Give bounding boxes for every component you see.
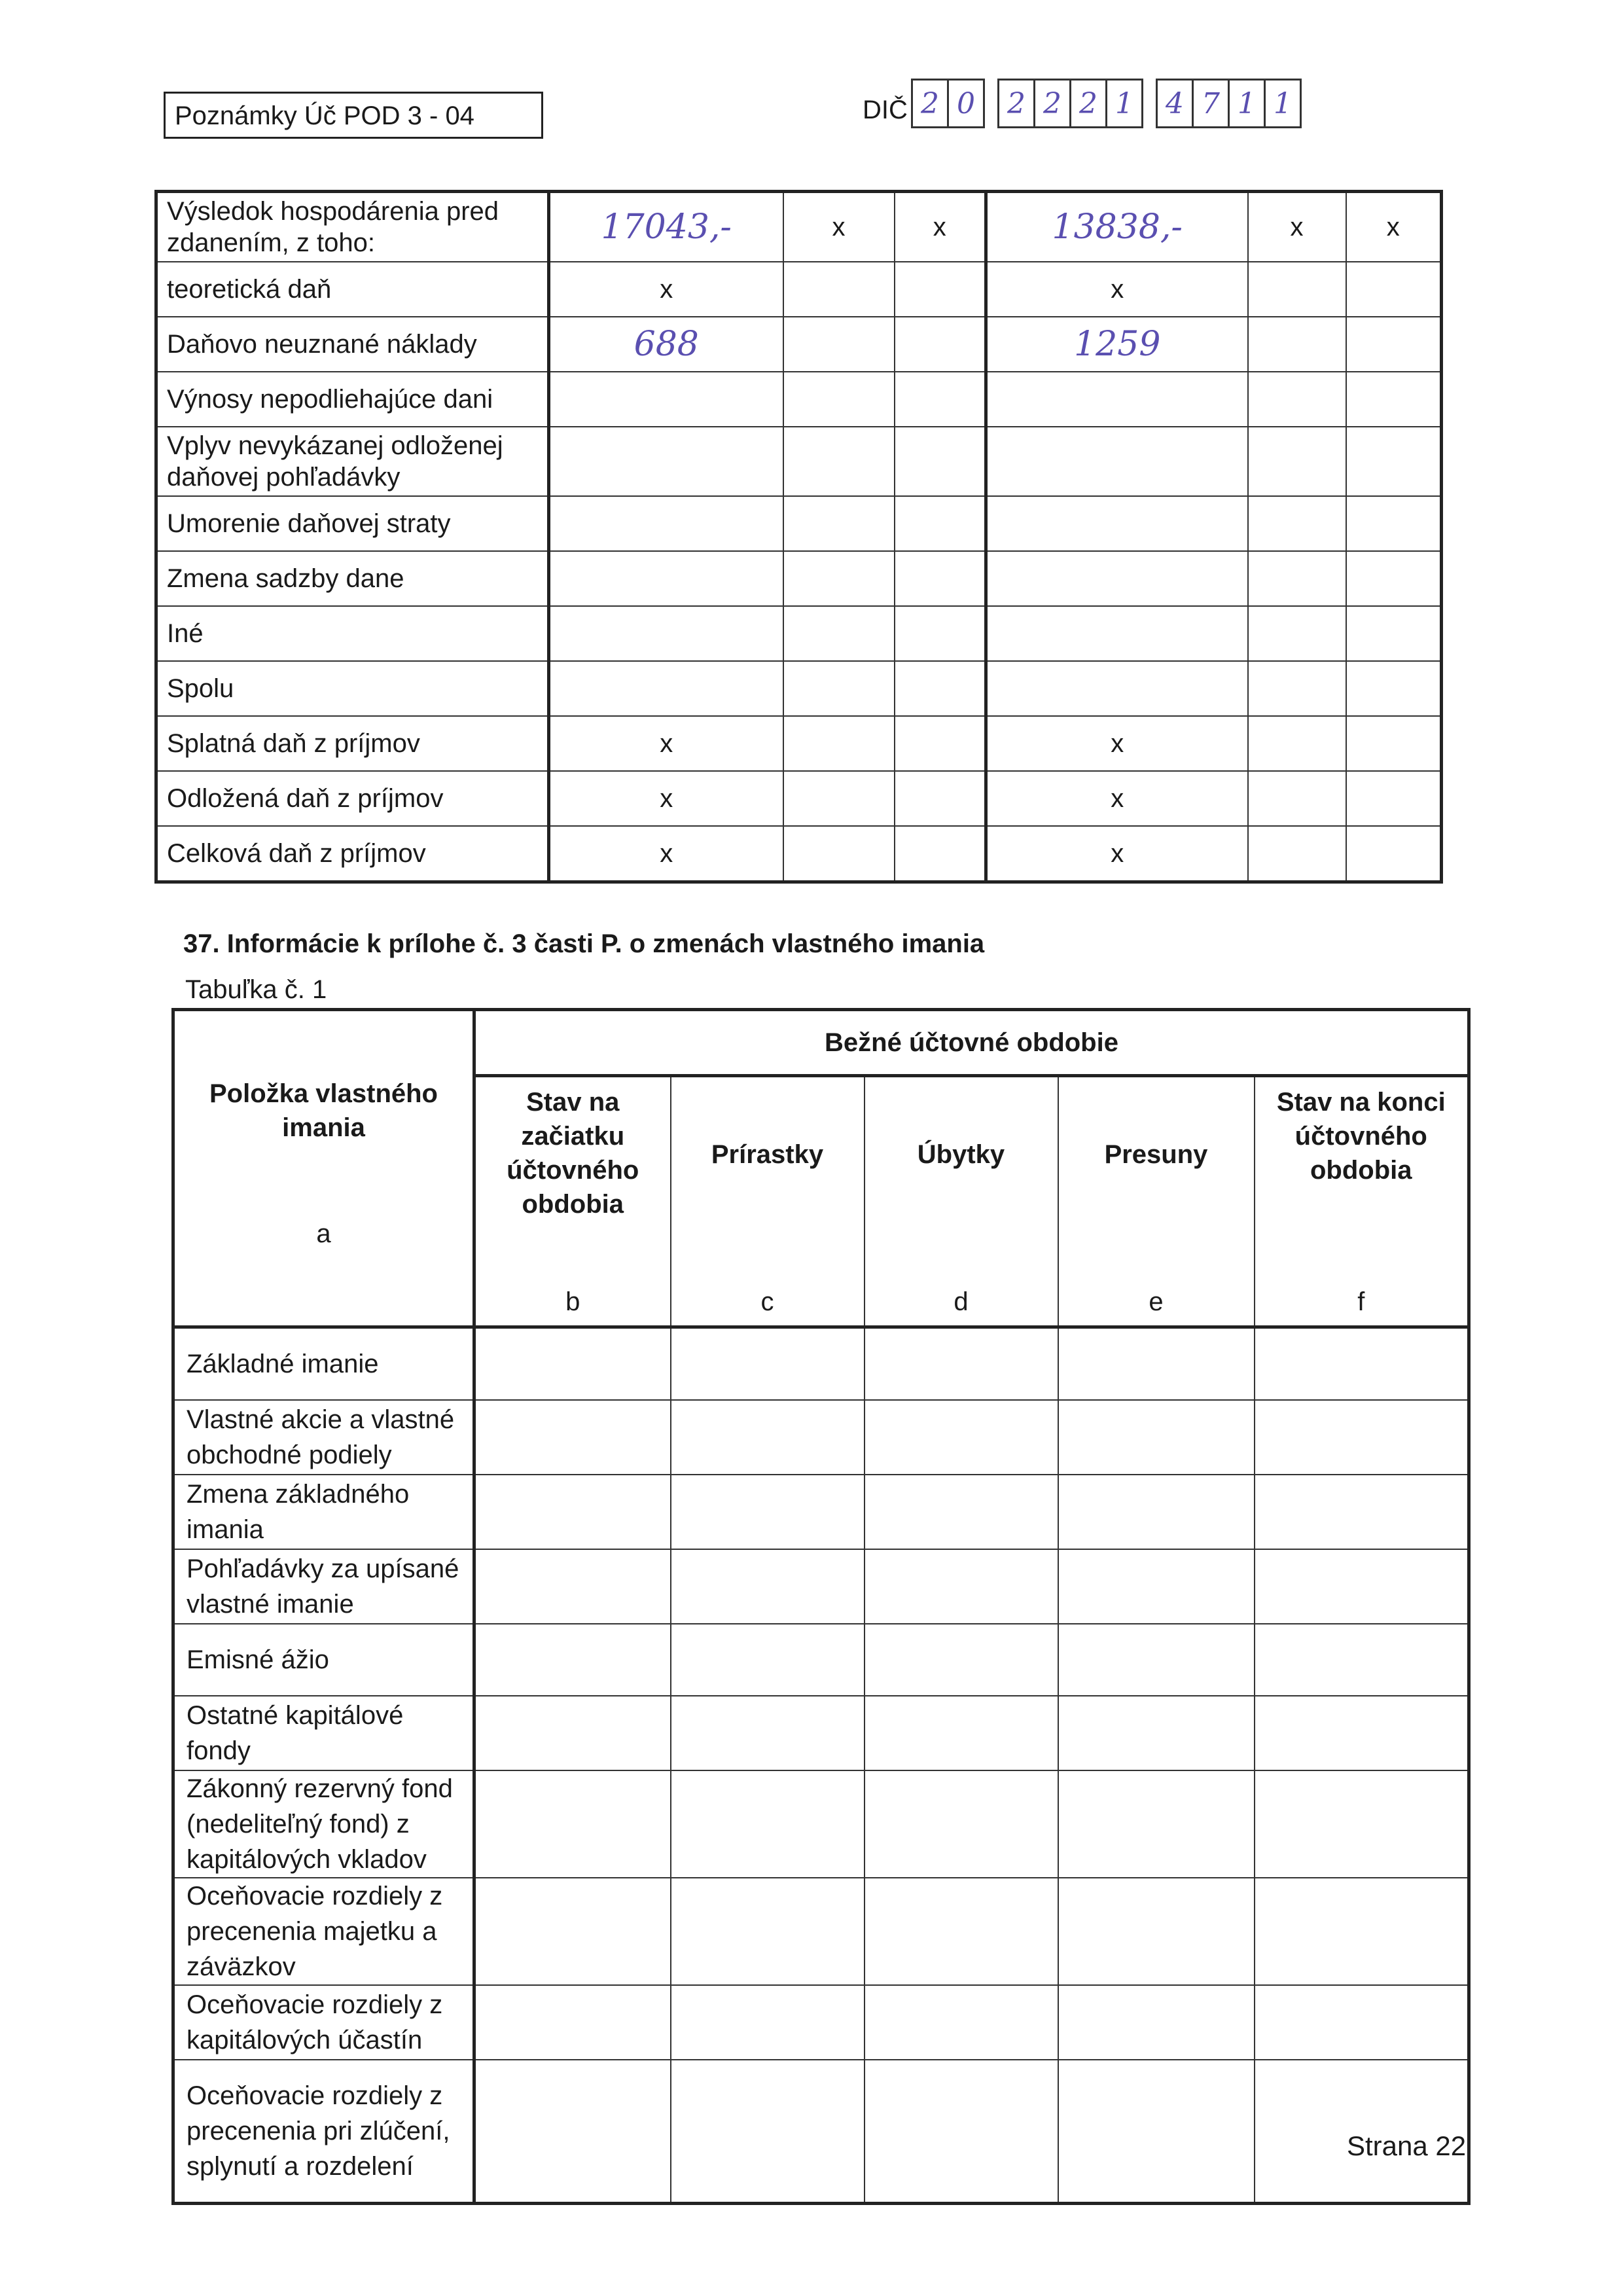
tax-cell[interactable]	[895, 826, 986, 882]
tax-row-label: Spolu	[156, 661, 549, 716]
tax-cell[interactable]	[1346, 606, 1442, 661]
tax-cell[interactable]: x	[1248, 192, 1346, 262]
equity-value-cell[interactable]	[1058, 2060, 1255, 2204]
tax-row-label: Zmena sadzby dane	[156, 551, 549, 606]
equity-value-cell[interactable]	[671, 1624, 865, 1696]
tax-table-row	[156, 262, 1442, 317]
equity-row-label: Ostatné kapitálové fondy	[173, 1696, 474, 1770]
equity-value-cell[interactable]	[1058, 1770, 1255, 1878]
tax-cell[interactable]	[895, 716, 986, 771]
equity-value-cell[interactable]	[474, 1400, 671, 1475]
tax-row-label: teoretická daň	[156, 262, 549, 317]
tax-table-row	[156, 192, 1442, 262]
dic-digit-boxes	[911, 79, 1300, 128]
equity-value-cell[interactable]	[1255, 1696, 1469, 1770]
tax-cell[interactable]	[1346, 771, 1442, 826]
equity-row-label: Zákonný rezervný fond (nedeliteľný fond) z kapitálových vkladov	[173, 1770, 474, 1878]
tax-cell[interactable]	[783, 262, 895, 317]
equity-column-header	[1255, 1075, 1469, 1327]
tax-table-row	[156, 496, 1442, 551]
tax-cell[interactable]	[1346, 551, 1442, 606]
equity-value-cell[interactable]	[1058, 1327, 1255, 1401]
equity-value-cell[interactable]	[1058, 1400, 1255, 1475]
equity-value-cell[interactable]	[671, 2060, 865, 2204]
column-title: Prírastky	[711, 1139, 824, 1169]
tax-cell[interactable]	[1248, 551, 1346, 606]
period-header: Bežné účtovné obdobie	[474, 1010, 1469, 1076]
equity-value-cell[interactable]	[865, 1549, 1058, 1624]
equity-value-cell[interactable]	[671, 1770, 865, 1878]
tax-cell[interactable]	[783, 551, 895, 606]
tax-cell[interactable]	[986, 551, 1248, 606]
equity-row-label: Emisné ážio	[173, 1624, 474, 1696]
tax-row-label: Celková daň z príjmov	[156, 826, 549, 882]
equity-row-label: Základné imanie	[173, 1327, 474, 1401]
equity-row-label: Pohľadávky za upísané vlastné imanie	[173, 1549, 474, 1624]
tax-table-row	[156, 771, 1442, 826]
form-code-box: Poznámky Úč POD 3 - 04	[164, 92, 543, 139]
equity-value-cell[interactable]	[474, 1985, 671, 2060]
equity-value-cell[interactable]	[1058, 1475, 1255, 1549]
equity-value-cell[interactable]	[671, 1475, 865, 1549]
equity-table-row	[173, 1770, 1469, 1878]
column-letter: c	[760, 1287, 774, 1316]
equity-value-cell[interactable]	[474, 1696, 671, 1770]
tax-row-label: Výnosy nepodliehajúce dani	[156, 372, 549, 427]
equity-value-cell[interactable]	[865, 1878, 1058, 1985]
dic-digit[interactable]: 1	[1228, 79, 1266, 128]
column-letter: d	[954, 1287, 969, 1316]
equity-value-cell[interactable]	[474, 1327, 671, 1401]
tax-cell[interactable]	[1346, 262, 1442, 317]
equity-table-row	[173, 1696, 1469, 1770]
tax-cell[interactable]	[783, 826, 895, 882]
tax-row-label: Umorenie daňovej straty	[156, 496, 549, 551]
tax-table-row	[156, 317, 1442, 372]
equity-value-cell[interactable]	[865, 2060, 1058, 2204]
equity-value-cell[interactable]	[474, 2060, 671, 2204]
equity-table-row	[173, 2060, 1469, 2204]
tax-cell[interactable]: 13838,-	[986, 192, 1248, 262]
equity-value-cell[interactable]	[865, 1624, 1058, 1696]
tax-cell[interactable]: x	[549, 826, 783, 882]
equity-value-cell[interactable]	[671, 1696, 865, 1770]
equity-value-cell[interactable]	[865, 1400, 1058, 1475]
equity-table-row	[173, 1878, 1469, 1985]
tax-cell[interactable]	[986, 496, 1248, 551]
column-letter: b	[565, 1287, 580, 1316]
tax-cell[interactable]	[549, 372, 783, 427]
equity-value-cell[interactable]	[1255, 1985, 1469, 2060]
equity-value-cell[interactable]	[865, 1985, 1058, 2060]
equity-value-cell[interactable]	[671, 1400, 865, 1475]
tax-table-row	[156, 606, 1442, 661]
equity-value-cell[interactable]	[1255, 1327, 1469, 1401]
tax-table-row	[156, 716, 1442, 771]
equity-value-cell[interactable]	[1255, 1770, 1469, 1878]
dic-digit[interactable]: 7	[1192, 79, 1230, 128]
tax-cell[interactable]	[1346, 826, 1442, 882]
column-title: Stav na konci účtovného obdobia	[1276, 1087, 1446, 1185]
tax-cell[interactable]	[1248, 496, 1346, 551]
tax-cell[interactable]	[549, 551, 783, 606]
tax-row-label: Výsledok hospodárenia pred zdanením, z toho:	[156, 192, 549, 262]
equity-value-cell[interactable]	[865, 1696, 1058, 1770]
tax-table-row	[156, 372, 1442, 427]
item-column-header	[173, 1010, 474, 1327]
equity-value-cell[interactable]	[865, 1770, 1058, 1878]
equity-value-cell[interactable]	[1255, 1400, 1469, 1475]
tax-cell[interactable]: 688	[549, 317, 783, 372]
tax-row-label: Odložená daň z príjmov	[156, 771, 549, 826]
tax-cell[interactable]	[895, 372, 986, 427]
tax-table-row	[156, 826, 1442, 882]
tax-cell[interactable]: x	[549, 262, 783, 317]
tax-cell[interactable]	[1248, 262, 1346, 317]
tax-cell[interactable]	[549, 496, 783, 551]
tax-reconciliation-table	[154, 190, 1443, 884]
dic-digit[interactable]: 2	[1033, 79, 1071, 128]
tax-cell[interactable]: x	[986, 826, 1248, 882]
tax-cell[interactable]	[1248, 661, 1346, 716]
tax-cell[interactable]	[986, 606, 1248, 661]
equity-value-cell[interactable]	[474, 1624, 671, 1696]
item-header-text: Položka vlastného imania	[209, 1079, 438, 1142]
tax-table-row	[156, 551, 1442, 606]
equity-row-label: Vlastné akcie a vlastné obchodné podiely	[173, 1400, 474, 1475]
equity-value-cell[interactable]	[474, 1878, 671, 1985]
equity-table-row	[173, 1549, 1469, 1624]
equity-column-header	[1058, 1075, 1255, 1327]
tax-cell[interactable]	[783, 427, 895, 496]
equity-table-row	[173, 1624, 1469, 1696]
equity-value-cell[interactable]	[474, 1549, 671, 1624]
tax-cell[interactable]	[1248, 771, 1346, 826]
tax-cell[interactable]	[895, 661, 986, 716]
tax-cell[interactable]	[1346, 661, 1442, 716]
column-title: Úbytky	[917, 1139, 1005, 1169]
equity-row-label: Oceňovacie rozdiely z kapitálových účastín	[173, 1985, 474, 2060]
equity-value-cell[interactable]	[1058, 1878, 1255, 1985]
equity-value-cell[interactable]	[671, 1985, 865, 2060]
equity-value-cell[interactable]	[1255, 1624, 1469, 1696]
equity-value-cell[interactable]	[474, 1770, 671, 1878]
tax-cell[interactable]: x	[549, 771, 783, 826]
tax-cell[interactable]	[895, 427, 986, 496]
tax-cell[interactable]: x	[986, 262, 1248, 317]
tax-cell[interactable]	[895, 771, 986, 826]
tax-cell[interactable]: x	[986, 771, 1248, 826]
tax-cell[interactable]: 17043,-	[549, 192, 783, 262]
tax-row-label: Iné	[156, 606, 549, 661]
tax-cell[interactable]: x	[1346, 192, 1442, 262]
tax-cell[interactable]: x	[549, 716, 783, 771]
equity-value-cell[interactable]	[474, 1475, 671, 1549]
column-title: Stav na začiatku účtovného obdobia	[507, 1087, 639, 1219]
equity-value-cell[interactable]	[1058, 1549, 1255, 1624]
tax-cell[interactable]	[1248, 317, 1346, 372]
equity-value-cell[interactable]	[671, 1878, 865, 1985]
tax-row-label: Vplyv nevykázanej odloženej daňovej pohľadávky	[156, 427, 549, 496]
tax-cell[interactable]	[895, 317, 986, 372]
tax-cell[interactable]	[549, 427, 783, 496]
equity-value-cell[interactable]	[1058, 1696, 1255, 1770]
equity-table-row	[173, 1985, 1469, 2060]
equity-value-cell[interactable]	[1058, 1624, 1255, 1696]
dic-digit[interactable]: 2	[911, 79, 949, 128]
equity-row-label: Oceňovacie rozdiely z precenenia pri zlúčení, splynutí a rozdelení	[173, 2060, 474, 2204]
tax-cell[interactable]	[783, 496, 895, 551]
equity-value-cell[interactable]	[865, 1327, 1058, 1401]
tax-cell[interactable]	[1346, 496, 1442, 551]
tax-cell[interactable]	[549, 661, 783, 716]
tax-cell[interactable]: x	[895, 192, 986, 262]
tax-cell[interactable]	[1248, 427, 1346, 496]
equity-value-cell[interactable]	[671, 1327, 865, 1401]
equity-value-cell[interactable]	[1255, 1878, 1469, 1985]
equity-value-cell[interactable]	[1058, 1985, 1255, 2060]
dic-digit[interactable]: 1	[1105, 79, 1143, 128]
equity-value-cell[interactable]	[671, 1549, 865, 1624]
tax-cell[interactable]	[895, 551, 986, 606]
equity-table-row	[173, 1400, 1469, 1475]
tax-cell[interactable]	[783, 317, 895, 372]
equity-value-cell[interactable]	[865, 1475, 1058, 1549]
tax-cell[interactable]	[1346, 716, 1442, 771]
table-number-label: Tabuľka č. 1	[185, 975, 327, 1004]
tax-cell[interactable]	[895, 606, 986, 661]
tax-cell[interactable]	[895, 262, 986, 317]
column-letter-a: a	[316, 1219, 331, 1248]
equity-row-label: Oceňovacie rozdiely z precenenia majetku a záväzkov	[173, 1878, 474, 1985]
tax-cell[interactable]	[1248, 372, 1346, 427]
dic-digit[interactable]: 0	[947, 79, 985, 128]
tax-cell[interactable]	[1346, 427, 1442, 496]
section-37-title: 37. Informácie k prílohe č. 3 časti P. o zmenách vlastného imania	[183, 929, 985, 958]
column-letter: f	[1357, 1287, 1365, 1316]
tax-cell[interactable]	[783, 606, 895, 661]
equity-value-cell[interactable]	[1255, 1475, 1469, 1549]
tax-cell[interactable]	[986, 427, 1248, 496]
tax-cell[interactable]	[895, 496, 986, 551]
equity-column-header	[474, 1075, 671, 1327]
tax-cell[interactable]	[783, 661, 895, 716]
tax-table-row	[156, 427, 1442, 496]
tax-cell[interactable]	[783, 771, 895, 826]
tax-cell[interactable]	[549, 606, 783, 661]
column-letter: e	[1149, 1287, 1164, 1316]
tax-cell[interactable]	[1248, 826, 1346, 882]
tax-row-label: Splatná daň z príjmov	[156, 716, 549, 771]
tax-cell[interactable]	[1248, 606, 1346, 661]
dic-digit[interactable]: 2	[997, 79, 1035, 128]
equity-row-label: Zmena základného imania	[173, 1475, 474, 1549]
tax-cell[interactable]	[1248, 716, 1346, 771]
tax-cell[interactable]: 1259	[986, 317, 1248, 372]
equity-column-header	[671, 1075, 865, 1327]
tax-cell[interactable]	[783, 716, 895, 771]
equity-table-row	[173, 1327, 1469, 1401]
dic-digit[interactable]: 1	[1264, 79, 1302, 128]
equity-value-cell[interactable]	[1255, 1549, 1469, 1624]
tax-cell[interactable]	[986, 661, 1248, 716]
tax-cell[interactable]	[1346, 372, 1442, 427]
tax-table-row	[156, 661, 1442, 716]
page-number: Strana 22	[1347, 2130, 1467, 2161]
tax-cell[interactable]	[986, 372, 1248, 427]
equity-column-header	[865, 1075, 1058, 1327]
equity-changes-table	[171, 1008, 1471, 2205]
dic-digit[interactable]: 4	[1156, 79, 1194, 128]
dic-label: DIČ	[863, 96, 908, 124]
column-title: Presuny	[1104, 1139, 1208, 1169]
dic-digit[interactable]: 2	[1069, 79, 1107, 128]
tax-cell[interactable]: x	[783, 192, 895, 262]
equity-table-row	[173, 1475, 1469, 1549]
tax-cell[interactable]: x	[986, 716, 1248, 771]
tax-cell[interactable]	[1346, 317, 1442, 372]
tax-row-label: Daňovo neuznané náklady	[156, 317, 549, 372]
tax-cell[interactable]	[783, 372, 895, 427]
